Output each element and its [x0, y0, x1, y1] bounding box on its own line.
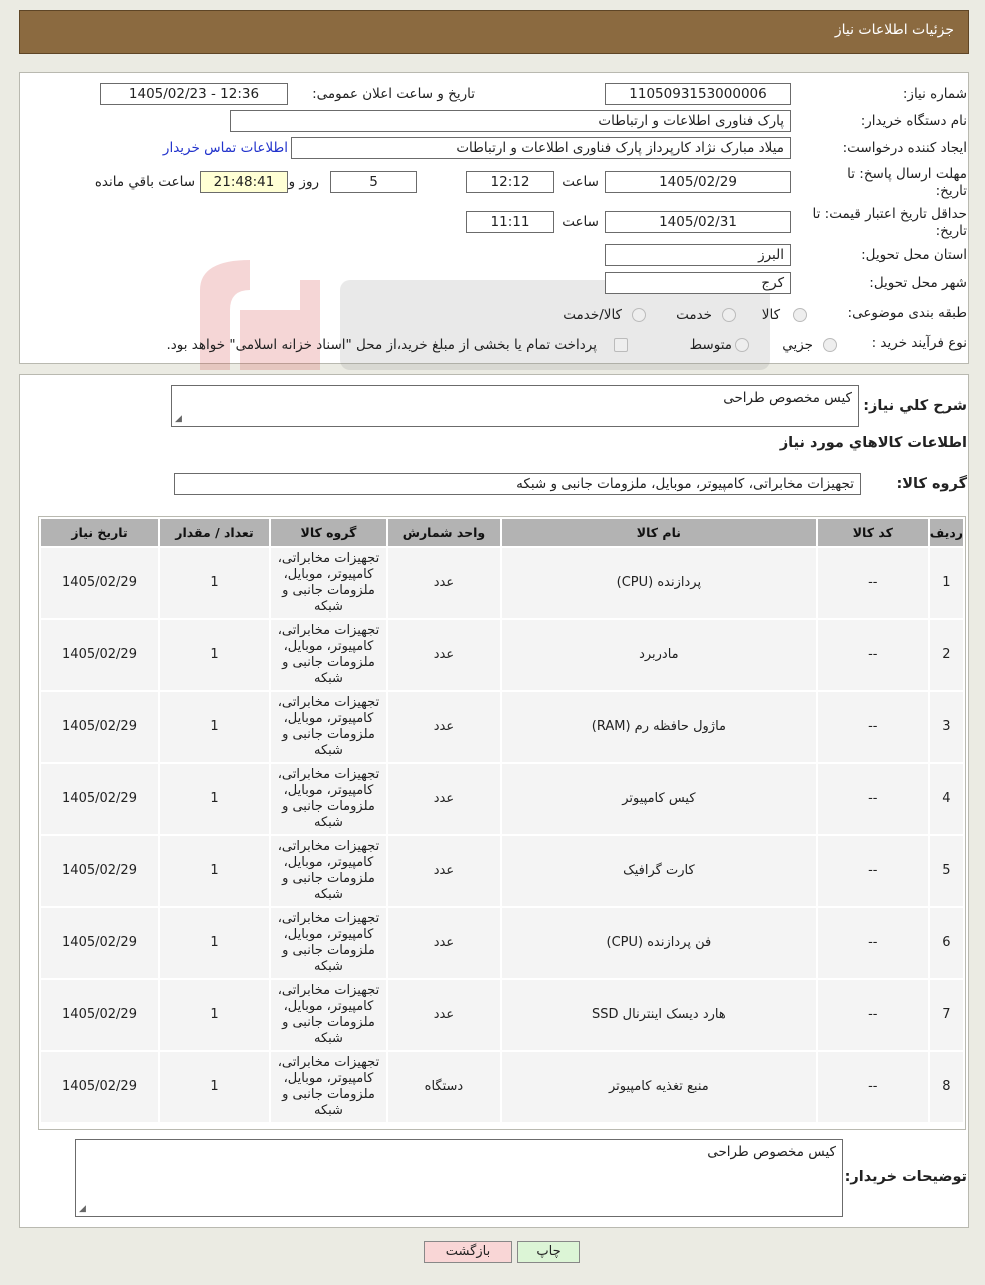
table-row [41, 1052, 963, 1122]
cell-unit: عدد [388, 764, 500, 834]
col-header-date: تاریخ نیاز [41, 519, 158, 546]
cell-date: 1405/02/29 [41, 548, 158, 618]
table-row [41, 764, 963, 834]
cell-code: -- [818, 908, 928, 978]
need-number-field: 1105093153000006 [605, 83, 791, 105]
cell-qty: 1 [160, 980, 269, 1050]
purchase-option-medium: متوسط [689, 337, 732, 353]
cell-code: -- [818, 548, 928, 618]
col-header-row-number: رديف [930, 519, 963, 546]
cell-unit: عدد [388, 908, 500, 978]
col-header-name: نام کالا [502, 519, 816, 546]
table-row [41, 620, 963, 690]
col-header-unit: واحد شمارش [388, 519, 500, 546]
buyer-notes-label: توضیحات خریدار: [844, 1169, 967, 1185]
table-row [41, 908, 963, 978]
cell-group: تجهیزات مخابراتی، کامپیوتر، موبایل، ملزومات جانبی و شبکه [271, 548, 386, 618]
cell-name: منبع تغذیه کامپیوتر [502, 1052, 816, 1122]
goods-section-title: اطلاعات کالاهاي مورد نياز [779, 435, 967, 451]
need-desc-textarea[interactable] [171, 385, 859, 427]
purchase-option-small: جزیي [782, 337, 813, 353]
cell-code: -- [818, 1052, 928, 1122]
cell-name: ماژول حافظه رم (RAM) [502, 692, 816, 762]
cell-date: 1405/02/29 [41, 764, 158, 834]
category-radio-goods-service[interactable] [632, 308, 646, 322]
cell-qty: 1 [160, 620, 269, 690]
cell-group: تجهیزات مخابراتی، کامپیوتر، موبایل، ملزومات جانبی و شبکه [271, 692, 386, 762]
category-option-service: خدمت [676, 307, 712, 323]
items-table-body [41, 548, 963, 1122]
validity-date-field: 1405/02/31 [605, 211, 791, 233]
cell-date: 1405/02/29 [41, 692, 158, 762]
buyer-notes-textarea[interactable] [75, 1139, 843, 1217]
cell-row-number: 4 [930, 764, 963, 834]
province-label: استان محل تحویل: [861, 247, 967, 263]
cell-name: کارت گرافیک [502, 836, 816, 906]
table-row [41, 836, 963, 906]
cell-group: تجهیزات مخابراتی، کامپیوتر، موبایل، ملزومات جانبی و شبکه [271, 1052, 386, 1122]
cell-unit: دستگاه [388, 1052, 500, 1122]
cell-row-number: 8 [930, 1052, 963, 1122]
cell-date: 1405/02/29 [41, 836, 158, 906]
cell-qty: 1 [160, 692, 269, 762]
cell-row-number: 7 [930, 980, 963, 1050]
requester-label: ایجاد کننده درخواست: [842, 140, 967, 156]
buyer-contact-link[interactable]: اطلاعات تماس خریدار [162, 140, 288, 156]
treasury-checkbox[interactable] [614, 338, 628, 352]
buyer-org-field: پارک فناوری اطلاعات و ارتباطات [230, 110, 791, 132]
resize-grip-icon[interactable]: ◢ [79, 1204, 86, 1214]
cell-group: تجهیزات مخابراتی، کامپیوتر، موبایل، ملزومات جانبی و شبکه [271, 836, 386, 906]
reply-deadline-label: مهلت ارسال پاسخ: تا [847, 166, 967, 182]
purchase-note: پرداخت تمام یا بخشی از مبلغ خرید،از محل "اسناد خزانه اسلامی" خواهد بود. [166, 337, 597, 353]
cell-code: -- [818, 764, 928, 834]
cell-qty: 1 [160, 836, 269, 906]
city-label: شهر محل تحویل: [869, 275, 967, 291]
cell-row-number: 3 [930, 692, 963, 762]
min-validity-label-2: تاریخ: [935, 223, 967, 239]
days-field: 5 [330, 171, 417, 193]
cell-qty: 1 [160, 764, 269, 834]
cell-unit: عدد [388, 620, 500, 690]
resize-grip-icon[interactable]: ◢ [175, 414, 182, 424]
purchase-radio-medium[interactable] [735, 338, 749, 352]
category-radio-goods[interactable] [793, 308, 807, 322]
cell-qty: 1 [160, 908, 269, 978]
category-option-goods: کالا [761, 307, 780, 323]
category-radio-service[interactable] [722, 308, 736, 322]
cell-unit: عدد [388, 980, 500, 1050]
col-header-group: گروه کالا [271, 519, 386, 546]
remaining-label: ساعت باقي مانده [94, 174, 195, 190]
buyer-notes-text: کیس مخصوص طراحی [707, 1144, 836, 1160]
table-row [41, 548, 963, 618]
cell-name: مادربرد [502, 620, 816, 690]
items-table-wrapper [38, 516, 966, 1130]
cell-row-number: 2 [930, 620, 963, 690]
purchase-radio-small[interactable] [823, 338, 837, 352]
page-title: جزئیات اطلاعات نیاز [834, 22, 954, 38]
cell-name: هارد دیسک اینترنال SSD [502, 980, 816, 1050]
category-label: طبقه بندی موضوعی: [847, 305, 967, 321]
reply-time-label: ساعت [562, 174, 599, 190]
items-table [39, 517, 965, 1124]
cell-row-number: 6 [930, 908, 963, 978]
need-desc-text: کیس مخصوص طراحی [723, 390, 852, 406]
cell-code: -- [818, 836, 928, 906]
cell-date: 1405/02/29 [41, 620, 158, 690]
goods-group-field: تجهیزات مخابراتی، کامپیوتر، موبایل، ملزومات جانبی و شبکه [174, 473, 861, 495]
reply-time-field: 12:12 [466, 171, 554, 193]
reply-deadline-label-2: تاریخ: [935, 183, 967, 199]
table-row [41, 980, 963, 1050]
cell-date: 1405/02/29 [41, 908, 158, 978]
print-button[interactable]: چاپ [517, 1241, 580, 1263]
table-header-row [41, 519, 963, 546]
buyer-org-label: نام دستگاه خریدار: [860, 113, 967, 129]
reply-date-field: 1405/02/29 [605, 171, 791, 193]
cell-row-number: 5 [930, 836, 963, 906]
cell-date: 1405/02/29 [41, 980, 158, 1050]
cell-qty: 1 [160, 1052, 269, 1122]
city-field: کرج [605, 272, 791, 294]
cell-name: کیس کامپیوتر [502, 764, 816, 834]
announce-label: تاریخ و ساعت اعلان عمومی: [312, 86, 475, 102]
category-option-goods-service: کالا/خدمت [563, 307, 622, 323]
goods-group-label: گروه کالا: [896, 476, 967, 492]
col-header-code: کد کالا [818, 519, 928, 546]
cell-name: فن پردازنده (CPU) [502, 908, 816, 978]
back-button[interactable]: بازگشت [424, 1241, 512, 1263]
validity-time-label: ساعت [562, 214, 599, 230]
validity-time-field: 11:11 [466, 211, 554, 233]
cell-unit: عدد [388, 548, 500, 618]
cell-code: -- [818, 980, 928, 1050]
table-row [41, 692, 963, 762]
col-header-qty: تعداد / مقدار [160, 519, 269, 546]
cell-group: تجهیزات مخابراتی، کامپیوتر، موبایل، ملزومات جانبی و شبکه [271, 620, 386, 690]
announce-field: 1405/02/23 - 12:36 [100, 83, 288, 105]
cell-unit: عدد [388, 836, 500, 906]
cell-group: تجهیزات مخابراتی، کامپیوتر، موبایل، ملزومات جانبی و شبکه [271, 980, 386, 1050]
need-desc-label: شرح کلي نياز: [863, 398, 967, 414]
min-validity-label: حداقل تاریخ اعتبار قیمت: تا [812, 206, 967, 222]
cell-code: -- [818, 620, 928, 690]
cell-unit: عدد [388, 692, 500, 762]
page-header [19, 10, 969, 54]
requester-field: میلاد مبارک نژاد کارپرداز پارک فناوری اطلاعات و ارتباطات [291, 137, 791, 159]
remaining-time-field: 21:48:41 [200, 171, 288, 193]
cell-date: 1405/02/29 [41, 1052, 158, 1122]
cell-code: -- [818, 692, 928, 762]
purchase-type-label: نوع فرآیند خرید : [871, 335, 967, 351]
cell-group: تجهیزات مخابراتی، کامپیوتر، موبایل، ملزومات جانبی و شبکه [271, 908, 386, 978]
days-label: روز و [288, 174, 319, 190]
cell-name: پردازنده (CPU) [502, 548, 816, 618]
need-number-label: شماره نیاز: [902, 86, 967, 102]
cell-group: تجهیزات مخابراتی، کامپیوتر، موبایل، ملزومات جانبی و شبکه [271, 764, 386, 834]
province-field: البرز [605, 244, 791, 266]
cell-row-number: 1 [930, 548, 963, 618]
cell-qty: 1 [160, 548, 269, 618]
